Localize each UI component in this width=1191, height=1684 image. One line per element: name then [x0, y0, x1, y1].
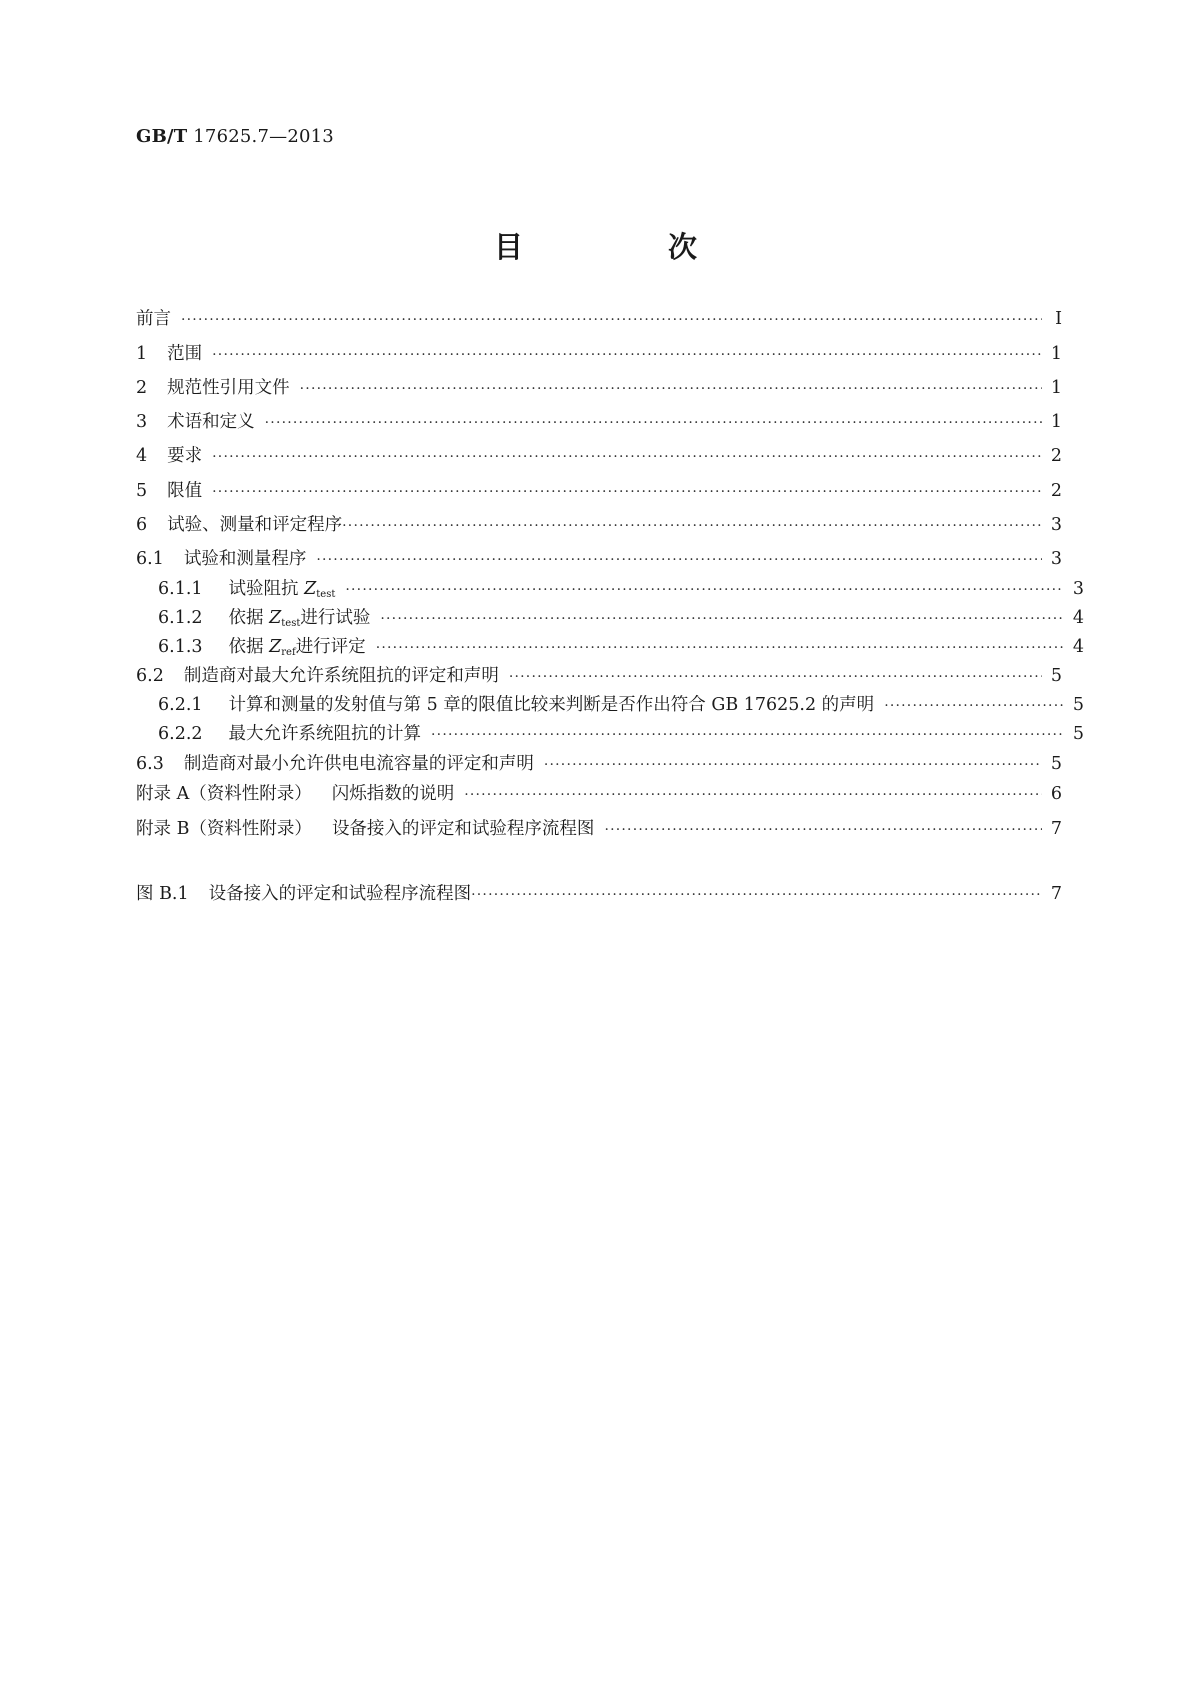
- toc-entry-page: 5: [1072, 724, 1084, 744]
- toc-leader-dots: [604, 822, 1042, 838]
- toc-entry-number: 6.1: [136, 549, 164, 569]
- standard-prefix: GB/T: [136, 126, 188, 147]
- toc-leader-dots: [212, 347, 1042, 363]
- toc-entry-number: 1: [136, 344, 148, 364]
- toc-entry-number: 6.3: [136, 754, 164, 774]
- impedance-subscript: ref: [281, 647, 296, 658]
- impedance-symbol: Z: [269, 608, 282, 628]
- toc-entry-number: 6.1.2: [158, 608, 203, 628]
- toc-entry-label: 设备接入的评定和试验程序流程图: [208, 884, 472, 904]
- impedance-subscript: test: [281, 618, 301, 629]
- toc-entry-4[interactable]: [136, 442, 1062, 467]
- toc-entry-6-2-2[interactable]: [136, 720, 1084, 745]
- toc-entry-label: 最大允许系统阻抗的计算: [228, 724, 422, 744]
- toc-entry-6-2-1[interactable]: [136, 691, 1084, 716]
- toc-entry-label: 计算和测量的发射值与第 5 章的限值比较来判断是否作出符合 GB 17625.2 的声明: [228, 695, 875, 715]
- toc-entry-page: 4: [1072, 637, 1084, 657]
- impedance-subscript: test: [316, 589, 336, 600]
- toc-entry-label: 制造商对最大允许系统阻抗的评定和声明: [183, 666, 499, 686]
- toc-entry-1[interactable]: [136, 340, 1062, 365]
- toc-entry-6-3[interactable]: [136, 750, 1062, 775]
- toc-entry-page: 1: [1050, 412, 1062, 432]
- toc-entry-page: Ⅰ: [1055, 309, 1062, 329]
- toc-label-text: 进行评定: [295, 637, 366, 657]
- toc-leader-dots: [181, 312, 1042, 328]
- toc-entry-page: 4: [1072, 608, 1084, 628]
- toc-entry-label: 要求: [167, 446, 203, 466]
- toc-entry-page: 5: [1050, 754, 1062, 774]
- toc-leader-dots: [212, 484, 1042, 500]
- toc-entry-page: 7: [1050, 819, 1062, 839]
- toc-leader-dots: [509, 669, 1042, 685]
- toc-leader-dots: [464, 787, 1042, 803]
- toc-entry-number: 6.2: [136, 666, 164, 686]
- toc-entry-label: 试验、测量和评定程序: [167, 515, 343, 535]
- toc-entry-6-2[interactable]: [136, 662, 1062, 687]
- toc-entry-number: 6: [136, 515, 148, 535]
- standard-number: 17625.7—2013: [193, 126, 334, 147]
- toc-entry-number: 6.1.1: [158, 579, 203, 599]
- toc-entry-page: 2: [1050, 446, 1062, 466]
- toc-leader-dots: [376, 640, 1064, 656]
- toc-entry-number: 4: [136, 446, 148, 466]
- toc-label-text: 依据: [228, 637, 264, 657]
- toc-entry-label: 设备接入的评定和试验程序流程图: [331, 819, 595, 839]
- toc-entry-page: 3: [1050, 549, 1062, 569]
- toc-entry-number: 5: [136, 481, 148, 501]
- toc-leader-dots: [345, 582, 1064, 598]
- toc-entry-label: 试验和测量程序: [183, 549, 307, 569]
- toc-entry-3[interactable]: [136, 408, 1062, 433]
- toc-entry-2[interactable]: [136, 374, 1062, 399]
- toc-entry-page: 1: [1050, 378, 1062, 398]
- toc-leader-dots: [380, 611, 1064, 627]
- toc-entry-label: [229, 604, 371, 629]
- toc-leader-dots: [884, 698, 1064, 714]
- toc-entry-number: 2: [136, 378, 148, 398]
- toc-label-text: 进行试验: [300, 608, 371, 628]
- toc-leader-dots: [471, 887, 1042, 903]
- toc-entry-5[interactable]: [136, 477, 1062, 502]
- toc-entry-label: 前言: [136, 309, 171, 329]
- toc-entry-label: 术语和定义: [167, 412, 255, 432]
- impedance-symbol: Z: [269, 637, 282, 657]
- toc-entry-label: [229, 575, 336, 600]
- toc-entry-6-1[interactable]: [136, 545, 1062, 570]
- toc-entry-number: 6.1.3: [158, 637, 203, 657]
- toc-label-text: 试验阻抗: [228, 579, 299, 599]
- toc-leader-dots: [431, 727, 1064, 743]
- toc-leader-dots: [342, 518, 1042, 534]
- toc-leader-dots: [544, 757, 1042, 773]
- toc-entry-label: 限值: [167, 481, 203, 501]
- toc-entry-6-1-1[interactable]: [136, 575, 1084, 600]
- toc-entry-annex-b[interactable]: [136, 815, 1062, 840]
- toc-entry-6-1-3[interactable]: [136, 633, 1084, 658]
- toc-entry-foreword[interactable]: [136, 305, 1062, 330]
- toc-entry-number: 附录 A（资料性附录）: [136, 784, 312, 804]
- toc-entry-label: 规范性引用文件: [167, 378, 290, 398]
- toc-entry-page: 3: [1072, 579, 1084, 599]
- impedance-symbol: Z: [304, 579, 317, 599]
- toc-entry-label: 制造商对最小允许供电电流容量的评定和声明: [183, 754, 534, 774]
- toc-entry-page: 5: [1050, 666, 1062, 686]
- toc-entry-label: 范围: [167, 344, 203, 364]
- toc-leader-dots: [316, 552, 1042, 568]
- toc-entry-number: 6.2.1: [158, 695, 203, 715]
- toc-leader-dots: [300, 381, 1042, 397]
- toc-label-text: 依据: [228, 608, 264, 628]
- toc-entry-6-1-2[interactable]: [136, 604, 1084, 629]
- toc-entry-6[interactable]: [136, 511, 1062, 536]
- toc-entry-figure-b1[interactable]: [136, 880, 1062, 905]
- toc-entry-number: 图 B.1: [136, 884, 189, 904]
- toc-entry-annex-a[interactable]: [136, 780, 1062, 805]
- toc-leader-dots: [212, 449, 1042, 465]
- toc-entry-page: 2: [1050, 481, 1062, 501]
- standard-code: [136, 126, 334, 147]
- toc-entry-number: 3: [136, 412, 148, 432]
- toc-entry-page: 1: [1050, 344, 1062, 364]
- toc-entry-label: 闪烁指数的说明: [331, 784, 455, 804]
- toc-entry-number: 6.2.2: [158, 724, 203, 744]
- toc-leader-dots: [265, 415, 1042, 431]
- toc-entry-page: 3: [1050, 515, 1062, 535]
- toc-entry-number: 附录 B（资料性附录）: [136, 819, 312, 839]
- toc-entry-page: 5: [1072, 695, 1084, 715]
- toc-title: 目 次: [493, 230, 755, 264]
- toc-entry-page: 7: [1050, 884, 1062, 904]
- toc-entry-page: 6: [1050, 784, 1062, 804]
- toc-entry-label: [229, 633, 366, 658]
